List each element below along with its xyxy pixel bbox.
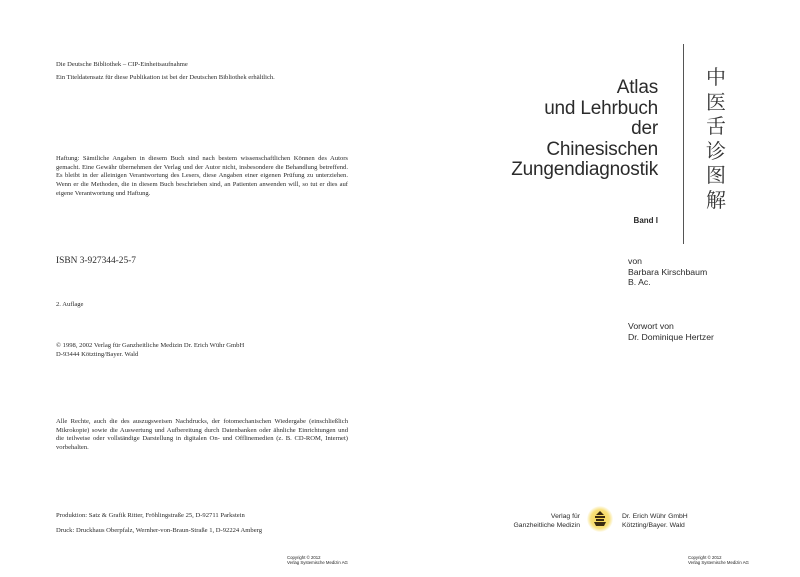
isbn: ISBN 3-927344-25-7 [56,256,136,266]
title-line: Zungendiagnostik [511,159,658,180]
right-page-copyright-line-2: Verlag Systemische Medizin AG [688,560,749,565]
left-page-copyright [287,555,348,565]
right-page-copyright-line-1: Copyright © 2012 [688,555,722,560]
title-line: und Lehrbuch [544,97,658,119]
print-credit: Druck: Druckhaus Oberpfalz, Wernher-von-Braun-Straße 1, D-92224 Amberg [56,527,263,534]
chinese-char: 图 [706,165,726,187]
chinese-char: 中 [706,67,726,89]
chinese-char: 医 [706,91,726,114]
title-line: Atlas [616,77,658,98]
cip-record: Ein Titeldatensatz für diese Publikation ist bei der Deutschen Bibliothek erhältlich. [56,74,275,81]
left-page-copyright-line-1: Copyright © 2012 [287,555,321,560]
copyright-line-1: © 1998, 2002 Verlag für Ganzheitliche Medizin Dr. Erich Wühr GmbH [56,342,245,349]
publisher-line: Verlag für [550,513,580,520]
edition: 2. Auflage [56,301,84,308]
author-block [628,256,707,288]
copyright-line-2: D-93444 Kötzting/Bayer. Wald [56,350,139,358]
emblem-glyph-icon [587,510,613,528]
publisher-address-line: Dr. Erich Wühr GmbH [622,513,688,520]
title-line: Chinesischen [546,138,658,160]
foreword-block [628,321,714,342]
book-title [440,78,658,181]
vertical-divider [683,44,684,244]
title-line: der [631,118,658,139]
volume-label: Band I [633,216,658,225]
rights-notice: Alle Rechte, auch die des auszugsweisen Nachdrucks, der fotomechanischen Wiedergabe (einschließlich Mikrokopie) sowie die Auswertung und Aufbereitung durch Datenbanken oder ähnliche Einrichtungen und die teilweise oder vollständige Darstellung in digitalen On- und Offlinemedien (z. B. CD-ROM, Internet) vorbehalten. [56,418,348,452]
foreword-line: Dr. Dominique Hertzer [628,331,714,342]
author-line: Barbara Kirschbaum [628,266,708,277]
liability-notice: Haftung: Sämtliche Angaben in diesem Buch sind nach bestem wissenschaftlichen Können des Autors gemacht. Eine Gewähr übernehmen der Verlag und der Autor nicht, insbesondere die Behandlung betreffend. Es bleibt in der alleinigen Verantwortung des Lesers, diese Angaben einer eigenen Prüfung zu unterziehen. Wenn er die Methoden, die in diesem Buch beschrieben sind, an Patienten anwenden will, so tut er dies auf eigene Verantwortung und Haftung. [56,155,348,197]
chinese-char: 诊 [706,140,726,163]
publisher-line: Ganzheitliche Medizin [513,522,580,529]
author-line: von [628,256,643,266]
chinese-char: 解 [706,189,726,212]
chinese-title [703,66,729,213]
right-page-copyright [688,555,749,565]
foreword-line: Vorwort von [628,321,674,331]
production-credit: Produktion: Satz & Grafik Ritter, Fröhlingstraße 25, D-92711 Parkstein [56,512,245,519]
publisher-name [480,512,580,530]
publisher-address-line: Kötzting/Bayer. Wald [622,522,685,529]
cip-title: Die Deutsche Bibliothek – CIP-Einheitsaufnahme [56,61,188,68]
chinese-char: 舌 [706,116,726,138]
author-line: B. Ac. [628,277,651,288]
publisher-emblem-icon [587,506,613,532]
publisher-address [622,512,688,530]
left-page-copyright-line-2: Verlag Systemische Medizin AG [287,560,348,565]
copyright-block [56,342,244,359]
